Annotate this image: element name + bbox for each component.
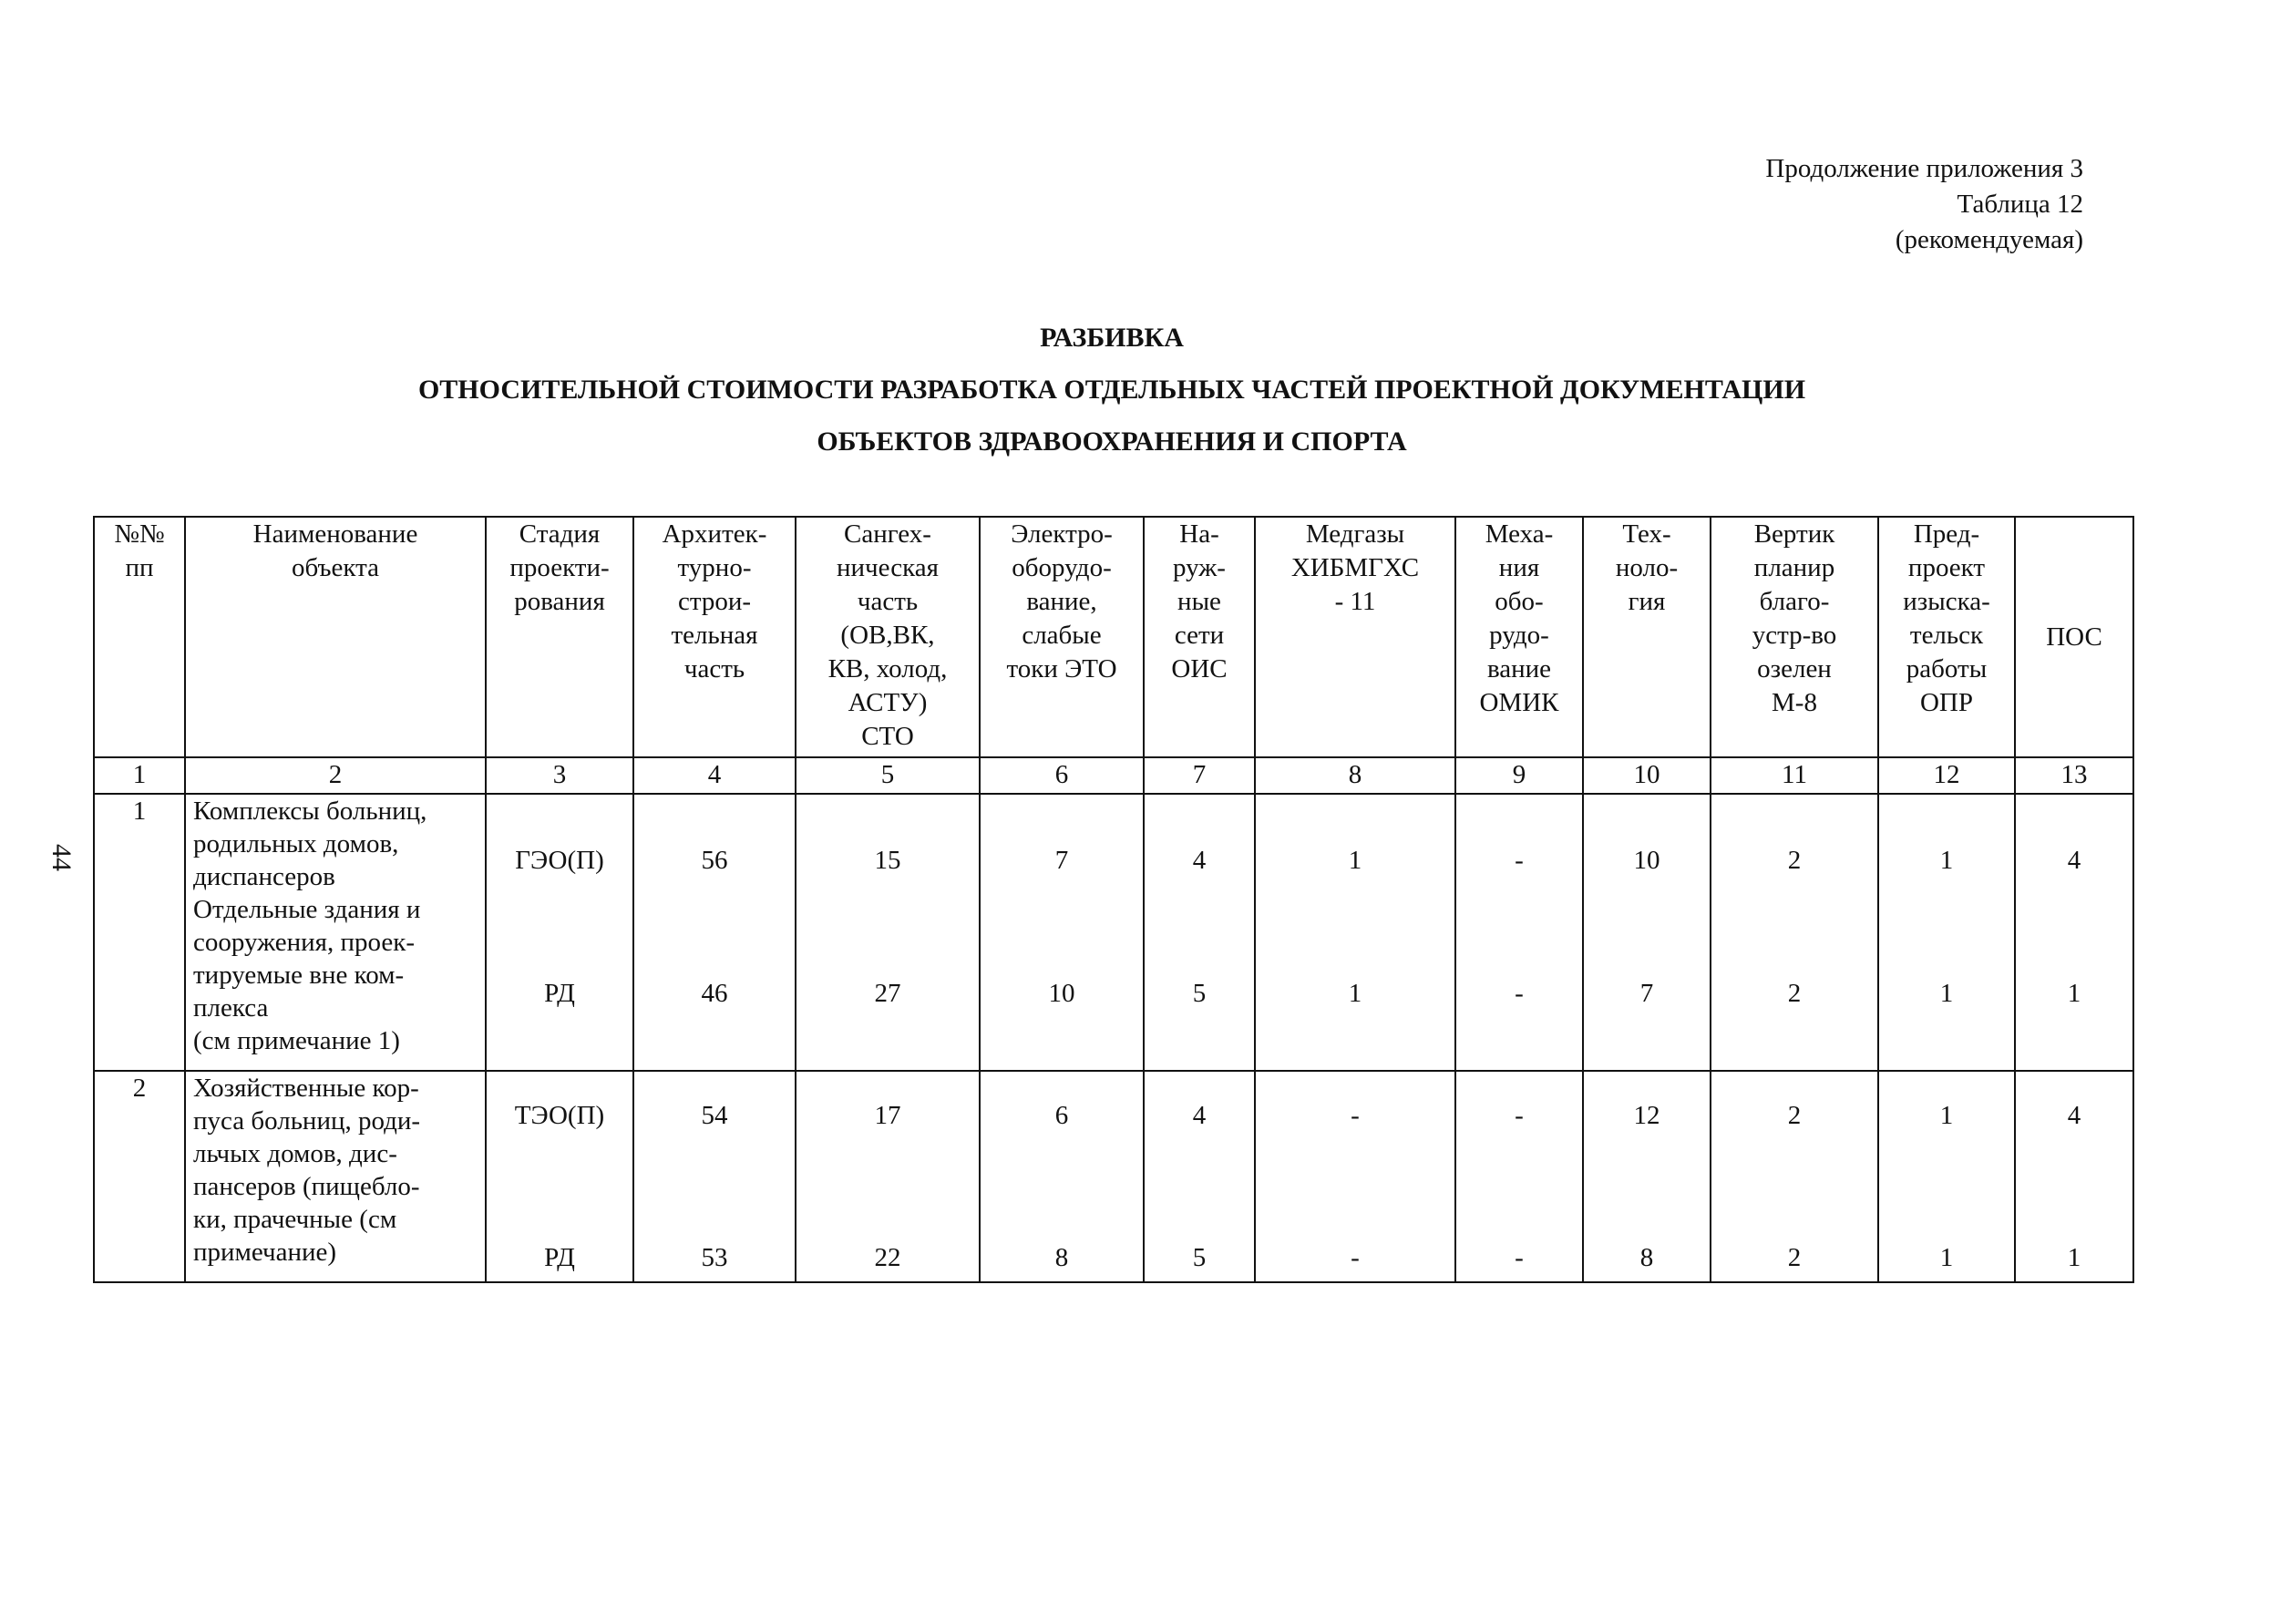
object-name-line: ки, прачечные (см [193,1205,397,1234]
column-header-line: АСТУ) [848,688,928,717]
column-header-line: изыска- [1903,587,1990,616]
column-header-line: часть [857,587,919,616]
column-header-line: обо- [1495,587,1544,616]
column-number: 7 [1144,757,1255,794]
stage2-value: 22 [874,1243,901,1272]
column-header-line: вание [1486,654,1552,684]
design-stage [486,794,633,1071]
column-number: 5 [796,757,980,794]
column-header-line: тельная [671,621,758,650]
column-header-line: сети [1174,621,1225,650]
stage1-value: 4 [1192,846,1207,875]
cost-share-cell [1583,1071,1711,1282]
cost-share-cell [796,1071,980,1282]
cost-share-cell [1711,1071,1878,1282]
column-header [1255,517,1455,757]
stage1-value: 4 [1192,1101,1207,1130]
column-header-line: ПОС [2046,622,2102,652]
object-name-line: пансеров (пищебло- [193,1172,420,1201]
column-header-line: М-8 [1772,688,1817,717]
column-number: 10 [1583,757,1711,794]
stage1-value: 6 [1054,1101,1069,1130]
cost-breakdown-table [93,516,2134,1283]
column-header-line: озелен [1757,654,1832,684]
value-stack [1584,1072,1710,1281]
stage2-value: 5 [1192,979,1207,1008]
object-name-line: Комплексы больниц, [193,797,427,826]
column-header [1144,517,1255,757]
column-header-line: токи ЭТО [1006,654,1117,684]
stage1-value: - [1351,1101,1360,1130]
row-number: 2 [94,1071,185,1282]
value-stack [796,1072,979,1281]
stage2-value: 46 [701,979,728,1008]
column-header-line: работы [1906,654,1988,684]
cost-share-cell [980,1071,1144,1282]
object-name [185,1071,486,1282]
column-header [94,517,185,757]
value-stack [1711,795,1877,1070]
column-header-line: Тех- [1622,519,1671,549]
table-row [94,794,2133,1071]
cost-share-cell [1255,1071,1455,1282]
stage-value: РД [544,1243,575,1272]
value-stack [981,1072,1143,1281]
document-title [91,312,2132,468]
value-stack [1456,1072,1582,1281]
object-name-line: сооружения, проек- [193,928,416,957]
stage2-value: 2 [1787,979,1802,1008]
stage-value: РД [544,979,575,1008]
row-number: 1 [94,794,185,1071]
object-name-line: диспансеров [193,862,335,891]
column-number: 1 [94,757,185,794]
stage2-value: - [1515,1243,1524,1272]
column-number: 6 [980,757,1144,794]
column-header-line: планир [1753,553,1835,582]
cost-share-cell [1455,1071,1583,1282]
title-line-3: ОБЪЕКТОВ ЗДРАВООХРАНЕНИЯ И СПОРТА [817,427,1407,457]
design-stage [486,1071,633,1282]
column-header [633,517,796,757]
column-header-line: строи- [677,587,752,616]
object-name-line: Отдельные здания и [193,895,421,924]
value-stack [1584,795,1710,1070]
stage1-value: 10 [1633,846,1660,875]
stage1-value: - [1515,1101,1524,1130]
stage2-value: 8 [1054,1243,1069,1272]
appendix-continuation: Продолжение приложения 3 [1765,154,2083,183]
column-header-line: слабые [1022,621,1102,650]
column-header [1878,517,2015,757]
stage2-value: 2 [1787,1243,1802,1272]
column-header-line: На- [1179,519,1219,549]
object-name-line: пуса больниц, роди- [193,1106,421,1136]
cost-share-cell [1144,1071,1255,1282]
column-header-line: СТО [861,722,914,751]
stage2-value: 1 [1348,979,1362,1008]
value-stack [1256,1072,1454,1281]
column-number: 9 [1455,757,1583,794]
stage1-value: 4 [2067,846,2081,875]
column-header-line: ОИС [1171,654,1228,684]
table-header-row [94,517,2133,757]
stage2-value: 5 [1192,1243,1207,1272]
column-header-line: проекти- [509,553,610,582]
stage1-value: 1 [1939,1101,1954,1130]
appendix-header [1765,151,2083,258]
table-number: Таблица 12 [1957,190,2083,219]
column-header-line: рования [514,587,605,616]
column-header-line: ническая [837,553,939,582]
stage2-value: 27 [874,979,901,1008]
cost-share-cell [980,794,1144,1071]
column-header-line: ХИБМГХС [1290,553,1420,582]
cost-share-cell [1583,794,1711,1071]
cost-share-cell [1878,1071,2015,1282]
stage1-value: 12 [1633,1101,1660,1130]
stage2-value: 1 [1939,979,1954,1008]
column-header-line: турно- [677,553,752,582]
object-name-line: родильных домов, [193,829,399,858]
column-header [185,517,486,757]
column-header-line: №№ [114,519,165,549]
column-header [1583,517,1711,757]
column-header-line: Архитек- [662,519,767,549]
column-header-line: вание, [1026,587,1097,616]
column-header-line: Стадия [519,519,601,549]
column-header-line: ные [1177,587,1221,616]
value-stack [634,1072,795,1281]
column-number: 8 [1255,757,1455,794]
stage1-value: 56 [701,846,728,875]
column-header-line: рудо- [1489,621,1549,650]
cost-share-cell [2015,794,2133,1071]
stage2-value: 8 [1639,1243,1654,1272]
object-name-line: льчых домов, дис- [193,1139,397,1168]
value-stack [1879,795,2014,1070]
object-name-line: плекса [193,993,269,1023]
column-header [486,517,633,757]
page-number: 44 [46,844,77,871]
column-header-line: часть [683,654,745,684]
value-stack [2016,1072,2132,1281]
column-number: 12 [1878,757,2015,794]
column-number: 11 [1711,757,1878,794]
column-header-line: оборудо- [1012,553,1112,582]
column-number: 2 [185,757,486,794]
recommended-note: (рекомендуемая) [1895,225,2083,254]
column-header-line: благо- [1759,587,1830,616]
column-header-line: ОМИК [1479,688,1559,717]
value-stack [1145,1072,1254,1281]
stage1-value: - [1515,846,1524,875]
title-line-2: ОТНОСИТЕЛЬНОЙ СТОИМОСТИ РАЗРАБОТКА ОТДЕЛЬНЫХ ЧАСТЕЙ ПРОЕКТНОЙ ДОКУМЕНТАЦИИ [417,375,1806,405]
value-stack [1879,1072,2014,1281]
column-header-line: ОПР [1919,688,1973,717]
stage-stack [487,795,632,1070]
object-name-line: тируемые вне ком- [193,961,405,990]
stage1-value: 7 [1054,846,1069,875]
column-header-line: КВ, холод, [827,654,948,684]
stage-stack [487,1072,632,1281]
stage1-value: 2 [1787,1101,1802,1130]
cost-share-cell [1878,794,2015,1071]
object-name-line: примечание) [193,1238,337,1267]
object-name-line: Хозяйственные кор- [193,1074,419,1103]
column-header [1455,517,1583,757]
column-header-line: устр-во [1752,621,1837,650]
value-stack [2016,795,2132,1070]
column-number: 4 [633,757,796,794]
column-header-line: пп [125,553,154,582]
column-header [796,517,980,757]
column-header-line: Вертик [1753,519,1835,549]
stage1-value: 15 [874,846,901,875]
column-header-line: Сангех- [844,519,931,549]
stage-value: ГЭО(П) [515,846,604,875]
column-header [980,517,1144,757]
value-stack [1711,1072,1877,1281]
column-header [2015,517,2133,757]
stage2-value: 1 [1939,1243,1954,1272]
stage1-value: 1 [1348,846,1362,875]
value-stack [796,795,979,1070]
column-header-line: - 11 [1334,587,1376,616]
column-number-row [94,757,2133,794]
stage1-value: 17 [874,1101,901,1130]
cost-share-cell [633,1071,796,1282]
value-stack [981,795,1143,1070]
cost-share-cell [633,794,796,1071]
stage2-value: 7 [1639,979,1654,1008]
column-header-line: руж- [1173,553,1226,582]
title-line-1: РАЗБИВКА [1040,323,1184,353]
value-stack [1456,795,1582,1070]
column-header-line: (ОВ,ВК, [840,621,935,650]
stage2-value: - [1515,979,1524,1008]
column-header [1711,517,1878,757]
stage1-value: 1 [1939,846,1954,875]
column-header-line: объекта [291,553,379,582]
stage-value: ТЭО(П) [514,1101,605,1130]
cost-share-cell [1455,794,1583,1071]
column-header-line: тельск [1909,621,1984,650]
value-stack [1145,795,1254,1070]
cost-share-cell [1255,794,1455,1071]
column-header-line: Электро- [1011,519,1113,549]
column-header-line: ноло- [1615,553,1679,582]
object-name [185,794,486,1071]
object-name-line: (см примечание 1) [193,1026,400,1055]
stage2-value: 1 [2067,979,2081,1008]
stage1-value: 2 [1787,846,1802,875]
column-header-line: гия [1628,587,1666,616]
column-header-line: ния [1498,553,1540,582]
column-header-line: Пред- [1913,519,1980,549]
column-number: 3 [486,757,633,794]
cost-share-cell [1144,794,1255,1071]
cost-share-cell [2015,1071,2133,1282]
column-header-line: проект [1907,553,1986,582]
cost-share-cell [1711,794,1878,1071]
column-header-line: Медгазы [1305,519,1405,549]
value-stack [1256,795,1454,1070]
value-stack [634,795,795,1070]
stage2-value: 10 [1048,979,1075,1008]
stage1-value: 54 [701,1101,728,1130]
stage2-value: 1 [2067,1243,2081,1272]
stage2-value: - [1351,1243,1360,1272]
cost-share-cell [796,794,980,1071]
column-number: 13 [2015,757,2133,794]
stage2-value: 53 [701,1243,728,1272]
stage1-value: 4 [2067,1101,2081,1130]
column-header-line: Меха- [1485,519,1554,549]
column-header-line: Наименование [252,519,418,549]
table-row [94,1071,2133,1282]
